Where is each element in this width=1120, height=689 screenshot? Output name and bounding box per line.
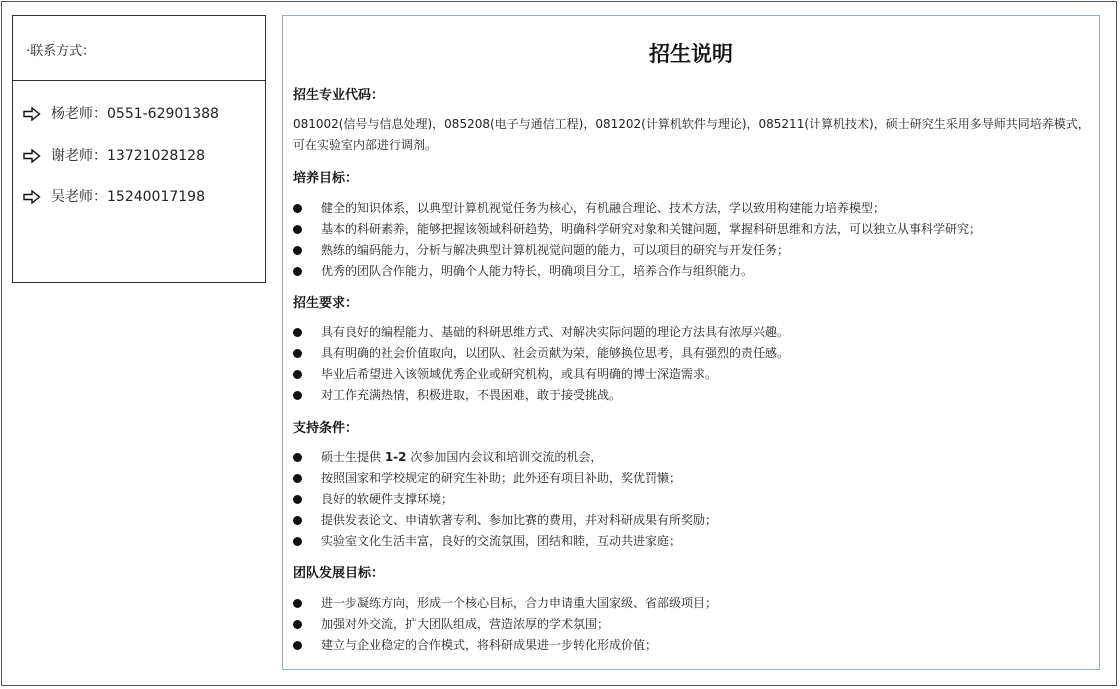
contact-panel	[12, 15, 266, 283]
arrow-right-icon	[23, 107, 41, 121]
section-heading-support: 支持条件：	[293, 421, 359, 436]
page-title: 招生说明	[649, 41, 733, 66]
bullet-dot-icon	[293, 267, 302, 276]
list-item: 建立与企业稳定的合作模式，将科研成果进一步转化形成价值；	[293, 635, 1093, 656]
section-heading-team: 团队发展目标：	[293, 566, 385, 581]
contact-item-wu	[23, 188, 205, 206]
bullet-dot-icon	[293, 204, 302, 213]
list-item: 良好的软硬件支撑环境；	[293, 489, 1093, 510]
bullet-dot-icon	[293, 641, 302, 650]
list-item: 按照国家和学校规定的研究生补助；此外还有项目补助，奖优罚懒；	[293, 468, 1093, 489]
section-heading-goals: 培养目标：	[293, 171, 359, 186]
bullet-dot-icon	[293, 328, 302, 337]
arrow-right-icon	[23, 190, 41, 204]
list-item: 加强对外交流，扩大团队组成，营造浓厚的学术氛围；	[293, 614, 1093, 635]
contact-label: 吴老师：15240017198	[51, 189, 205, 205]
bullet-dot-icon	[293, 537, 302, 546]
bullet-dot-icon	[293, 474, 302, 483]
bullet-dot-icon	[293, 246, 302, 255]
list-item: 提供发表论文、申请软著专利、参加比赛的费用，并对科研成果有所奖励；	[293, 510, 1093, 531]
support-list	[293, 447, 1093, 552]
contact-item-xie	[23, 147, 205, 165]
contact-title: ·联系方式：	[13, 16, 265, 81]
list-item: 具有良好的编程能力、基础的科研思维方式、对解决实际问题的理论方法具有浓厚兴趣。	[293, 322, 1093, 343]
list-item: 具有明确的社会价值取向，以团队、社会贡献为荣，能够换位思考，具有强烈的责任感。	[293, 343, 1093, 364]
list-item: 对工作充满热情，积极进取，不畏困难，敢于接受挑战。	[293, 385, 1093, 406]
bullet-dot-icon	[293, 370, 302, 379]
section-heading-codes: 招生专业代码：	[293, 88, 385, 103]
team-list	[293, 593, 1093, 656]
list-item: 实验室文化生活丰富，良好的交流氛围，团结和睦，互动共进家庭；	[293, 531, 1093, 552]
bullet-dot-icon	[293, 620, 302, 629]
bullet-dot-icon	[293, 349, 302, 358]
codes-text: 081002(信号与信息处理)，085208(电子与通信工程)，081202(计算机软件与理论)，085211(计算机技术)，硕士研究生采用多导师共同培养模式，可在实验室内部进行调剂。	[293, 117, 1090, 152]
arrow-right-icon	[23, 149, 41, 163]
list-item: 硕士生提供 1-2 次参加国内会议和培训交流的机会，	[293, 447, 1093, 468]
list-item: 毕业后希望进入该领域优秀企业或研究机构，或具有明确的博士深造需求。	[293, 364, 1093, 385]
bullet-dot-icon	[293, 225, 302, 234]
list-item: 熟练的编码能力，分析与解决典型计算机视觉问题的能力，可以项目的研究与开发任务；	[293, 240, 1093, 261]
bullet-dot-icon	[293, 391, 302, 400]
list-item: 优秀的团队合作能力，明确个人能力特长，明确项目分工，培养合作与组织能力。	[293, 261, 1093, 282]
bullet-dot-icon	[293, 599, 302, 608]
bullet-dot-icon	[293, 453, 302, 462]
admission-panel	[282, 15, 1100, 670]
section-heading-requirements: 招生要求：	[293, 296, 359, 311]
list-item: 基本的科研素养，能够把握该领域科研趋势，明确科学研究对象和关键问题，掌握科研思维和方法，可以独立从事科学研究；	[293, 219, 1093, 240]
contact-item-yang	[23, 105, 219, 123]
list-item: 健全的知识体系，以典型计算机视觉任务为核心，有机融合理论、技术方法，学以致用构建能力培养模型；	[293, 198, 1093, 219]
requirements-list	[293, 322, 1093, 406]
list-item: 进一步凝练方向，形成一个核心目标，合力申请重大国家级、省部级项目；	[293, 593, 1093, 614]
contact-label: 杨老师：0551-62901388	[51, 106, 219, 122]
bullet-dot-icon	[293, 516, 302, 525]
goals-list	[293, 198, 1093, 282]
contact-label: 谢老师：13721028128	[51, 148, 205, 164]
bullet-dot-icon	[293, 495, 302, 504]
